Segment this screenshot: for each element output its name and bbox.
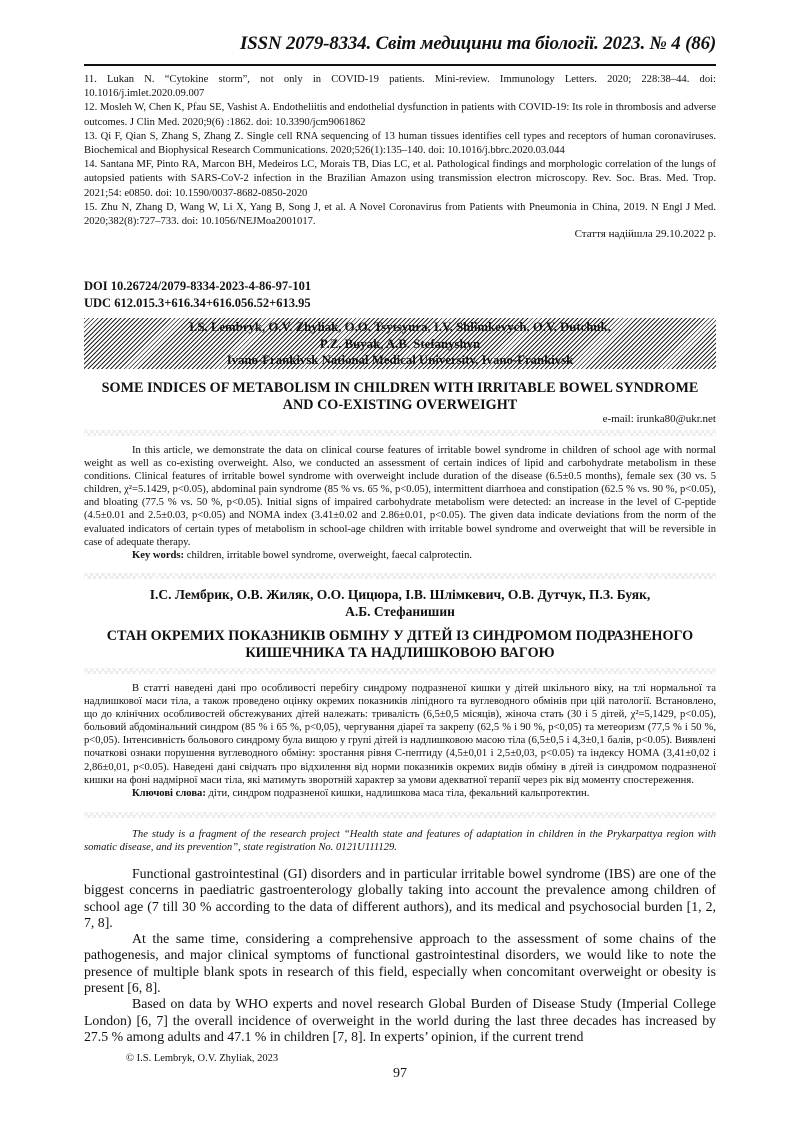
title-line: SOME INDICES OF METABOLISM IN CHILDREN WITH IRRITABLE BOWEL SYNDROME [101, 380, 699, 396]
received-date: Стаття надійшла 29.10.2022 р. [574, 228, 716, 240]
project-note [84, 828, 716, 855]
keywords-list: діти, синдром подразненої кишки, надлишкова маса тіла, фекальний кальпротектин. [205, 787, 590, 799]
header-rule [84, 64, 716, 66]
wave-divider [84, 668, 716, 674]
body-paragraph: At the same time, considering a comprehensive approach to the assessment of some chains of the pathogenesis, and major clinical symptoms of functional gastrointestinal disorders, we would like to note the presence of multiple blank spots in research of this field, especially when concomitant overweight or obesity is present [6, 8]. [84, 931, 716, 996]
title-line: AND CO-EXISTING OVERWEIGHT [282, 397, 518, 413]
article-body [84, 866, 716, 1045]
abstract-text: В статті наведені дані про особливості перебігу синдрому подразненої кишки у дітей шкільного віку, на тлі нормальної та надлишкової маси тіла, а також проведено оцінку окремих показників ліпідного та вуглеводного обмінів при цій патології. Встановлено, що до клінічних особливостей обстежуваних дітей належать: тривалість (6,5±0,5 місяців), жіноча стать (30 і 5 дітей, χ²=5,1429, p<0.05), больовий абдомінальний синдром (85 % і 65 %, p<0,05), чергування діареї та закрепу (62,5 % і 90 %, p<0,05) та метеоризм (77,5 % і 50 %, p<0,05). Інтенсивність больового синдрому була вищою у групі дітей із надлишковою масою тіла (6,5±0,5 і 4,3±0,1 балів, p<0.05). Виявлені початкові ознаки порушення вуглеводного обміну: зростання рівня С-пептиду (4,5±0,01 і 2,5±0,03, p<0.05) та індексу НОМА (3,41±0,02 і 2,86±0,01, p<0.05). Наведені дані свідчать про відхилення від норми показників окремих видів обміну в дітей із синдромом подразненої кишки на фоні надмірної маси тіла, які матимуть зворотній характер за умови адекватної терапії через рік від моменту спостереження. [84, 683, 716, 786]
authors-line: P.Z. Buyak, A.B. Stefanyshyn [319, 336, 481, 351]
identifiers [84, 278, 311, 312]
affiliation: Ivano-Frankivsk National Medical University, Ivano-Frankivsk [226, 353, 574, 367]
article-title-ua [84, 628, 716, 662]
authors-ua [84, 586, 716, 620]
copyright-notice: © I.S. Lembryk, O.V. Zhyliak, 2023 [126, 1053, 279, 1064]
reference-item: 13. Qi F, Qian S, Zhang S, Zhang Z. Single cell RNA sequencing of 13 human tissues identifies cell types and receptors of human coronaviruses. Biochemical and Biophysical Research Communications. 2020;526(1):135–140. doi: 10.1016/j.bbrc.2020.03.044 [84, 130, 716, 157]
doi-line: DOI 10.26724/2079-8334-2023-4-86-97-101 [84, 279, 312, 293]
wave-divider [84, 812, 716, 818]
page-number: 97 [393, 1066, 407, 1081]
keywords-ua [84, 787, 716, 800]
authors-line: I.S. Lembryk, O.V. Zhyliak, O.O. Tsytsyura, I.V. Shlimkevych, O.V. Dutchuk, [189, 320, 611, 334]
authors-band-en [84, 318, 716, 369]
wave-divider [84, 573, 716, 579]
reference-item: 11. Lukan N. “Cytokine storm”, not only in COVID-19 patients. Mini-review. Immunology Letters. 2020; 228:38–44. doi: 10.1016/j.imlet.2020.09.007 [84, 74, 716, 100]
abstract-text: In this article, we demonstrate the data on clinical course features of irritable bowel syndrome in children of school age with normal weight as well as co-existing overweight. Also, we conducted an assessment of certain indices of lipid and carbohydrate metabolism in these conditions. Clinical features of irritable bowel syndrome with overweight include duration of the disease (6.5±0.5 months), female sex (30 vs. 5 children, χ²=5.1429, p<0.05), abdominal pain syndrome (85 % vs. 65 %, p<0.05), intermittent diarrhoea and constipation (62.5 % vs. 90 %, p<0.05), and bloating (77.5 % vs. 50 %, p<0.05). Initial signs of impaired carbohydrate metabolism were detected: an increase in the level of C-peptide (4.5±0.01 and 2.5±0.03, p<0.05) and NOMA index (3.41±0.02 and 2.86±0.01, p<0.05). The given data indicate deviations from the norm of the evaluated indicators of certain types of metabolism in school-age children with irritable bowel syndrome and overweight that will be reversible in case of adequate therapy. [84, 445, 716, 548]
reference-item: 14. Santana MF, Pinto RA, Marcon BH, Medeiros LC, Morais TB, Dias LC, et al. Pathological findings and morphologic correlation of the lungs of autopsied patients with SARS-CoV-2 infection in the Brazilian Amazon using transmission electron microscopy. Rev. Soc. Bras. Med. Trop. 2021;54: e0850. doi: 10.1590/0037-8682-0850-2020 [84, 159, 716, 199]
authors-line: І.С. Лембрик, О.В. Жиляк, О.О. Цицюра, І.В. Шлімкевич, О.В. Дутчук, П.З. Буяк, [149, 587, 651, 602]
contact-email: e-mail: irunka80@ukr.net [602, 413, 716, 425]
project-note-text: The study is a fragment of the research project “Health state and features of adaptation in children in the Prykarpattya region with somatic disease, and its prevention”, state registration No. 0121U111129. [84, 829, 716, 854]
body-paragraph: Functional gastrointestinal (GI) disorders and in particular irritable bowel syndrome (IBS) are one of the biggest concerns in paediatric gastroenterology globally taking into account the prevalence among children of school age (7 till 30 % according to the data of different authors), and its medical and psychosocial burden [1, 2, 7, 8]. [84, 866, 716, 930]
body-paragraph: Based on data by WHO experts and novel research Global Burden of Disease Study (Imperial College London) [6, 7] the overall incidence of overweight in the world during the last three decades has increased by 27.5 % among adults and 47.1 % in children [7, 8]. In experts’ opinion, if the current trend [84, 996, 716, 1044]
wave-divider [84, 430, 716, 436]
keywords-en [84, 549, 716, 562]
udc-line: UDC 612.015.3+616.34+616.056.52+613.95 [84, 296, 311, 310]
abstract-ua [84, 682, 716, 800]
reference-item: 12. Mosleh W, Chen K, Pfau SE, Vashist A. Endotheliitis and endothelial dysfunction in patients with COVID-19: Its role in thrombosis and adverse outcomes. J Clin Med. 2020;9(6) :1862. doi: 10.3390/jcm9061862 [84, 102, 716, 128]
title-line: СТАН ОКРЕМИХ ПОКАЗНИКІВ ОБМІНУ У ДІТЕЙ ІЗ СИНДРОМОМ ПОДРАЗНЕНОГО [106, 628, 694, 644]
authors-line: А.Б. Стефанишин [345, 604, 455, 619]
keywords-label: Key words: [132, 549, 185, 561]
running-head: ISSN 2079-8334. Світ медицини та біології. 2023. № 4 (86) [239, 33, 716, 54]
reference-item: 15. Zhu N, Zhang D, Wang W, Li X, Yang B, Song J, et al. A Novel Coronavirus from Patients with Pneumonia in China, 2019. N Engl J Med. 2020;382(8):727–733. doi: 10.1056/NEJMoa2001017. [84, 201, 716, 228]
keywords-label: Ключові слова: [132, 787, 206, 799]
reference-list [84, 73, 716, 229]
title-line: КИШЕЧНИКА ТА НАДЛИШКОВОЮ ВАГОЮ [245, 645, 555, 661]
keywords-list: children, irritable bowel syndrome, overweight, faecal calprotectin. [184, 549, 473, 561]
article-title-en [84, 380, 716, 414]
abstract-en [84, 444, 716, 562]
